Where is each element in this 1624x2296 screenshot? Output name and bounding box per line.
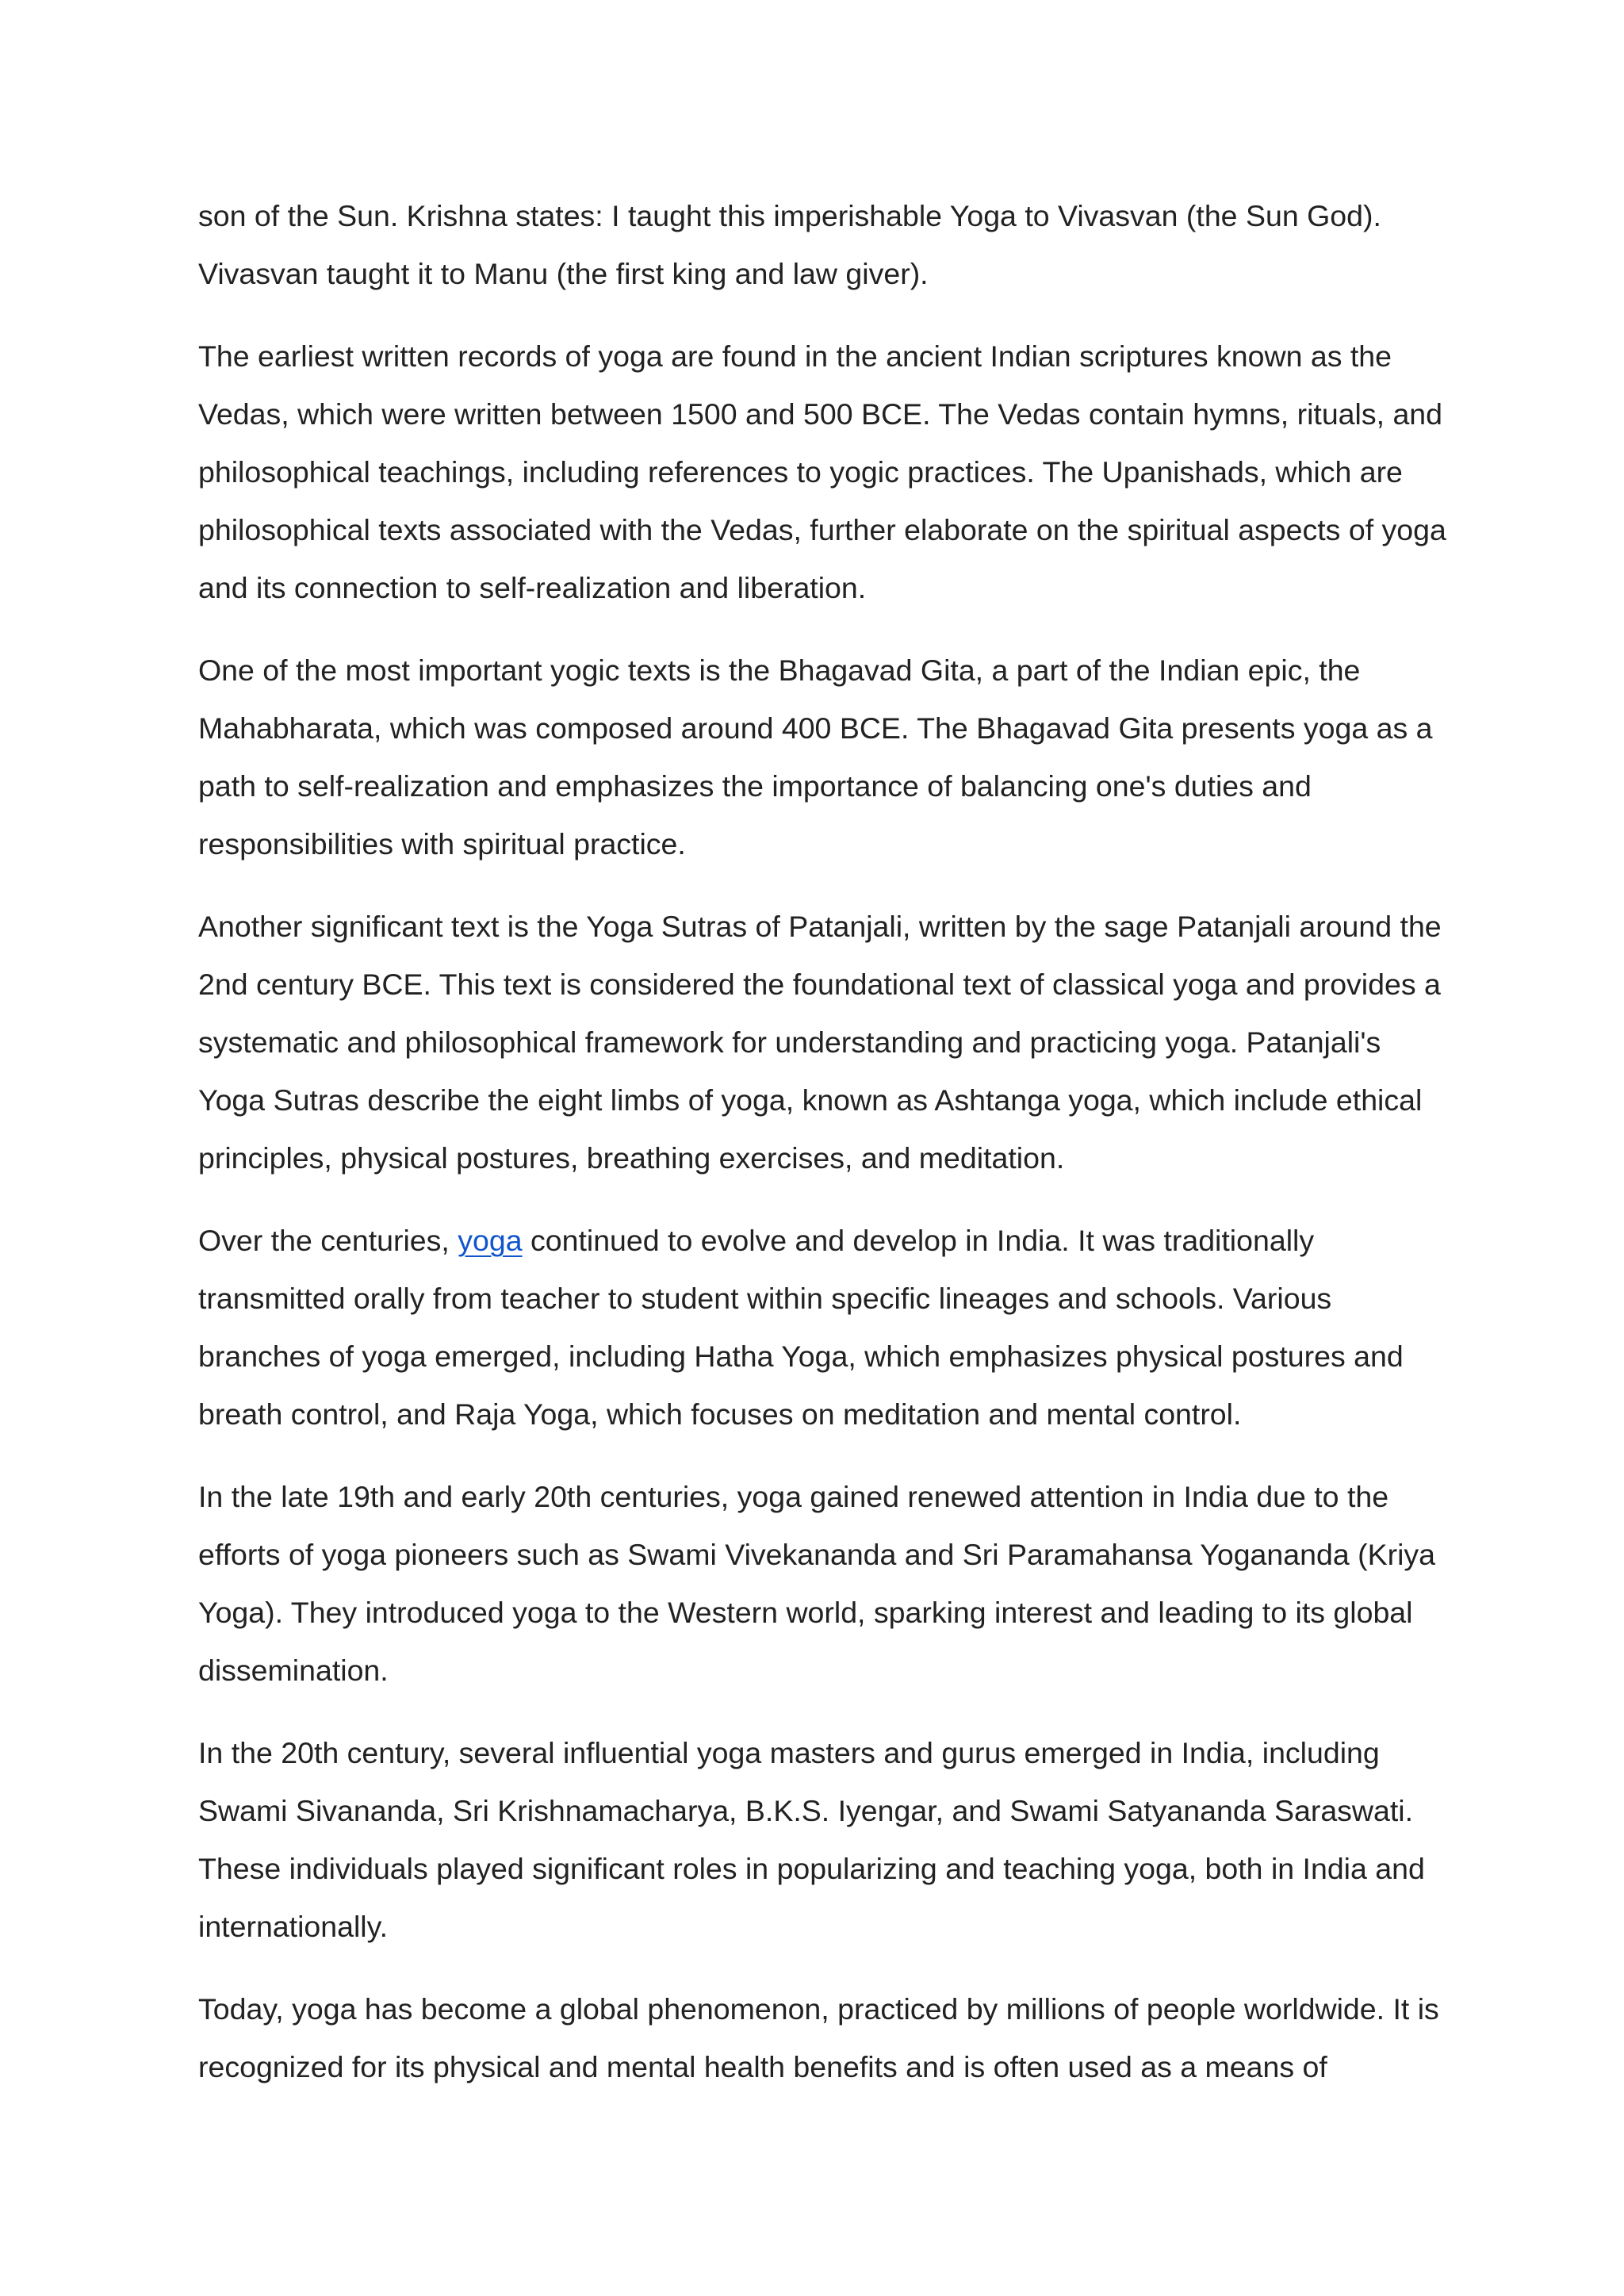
paragraph-vedas: The earliest written records of yoga are found in the ancient Indian scriptures known as the Vedas, which were written between 1500 and 500 BCE. The Vedas contain hymns, rituals, and philosophical teachings, including references to yogic practices. The Upanishads, which are philosophical texts associated with the Vedas, further elaborate on the spiritual aspects of yoga and its connection to self-realization and liberation. xyxy=(198,339,1446,604)
paragraph-today: Today, yoga has become a global phenomenon, practiced by millions of people worldwide. It is recognized for its physical and mental health benefits and is often used as a means of xyxy=(198,1992,1439,2083)
paragraph-yoga-sutras: Another significant text is the Yoga Sutras of Patanjali, written by the sage Patanjali around the 2nd century BCE. This text is considered the foundational text of classical yoga and provides a systematic and philosophical framework for understanding and practicing yoga. Patanjali's Yoga Sutras describe the eight limbs of yoga, known as Ashtanga yoga, which include ethical principles, physical postures, breathing exercises, and meditation. xyxy=(198,910,1442,1175)
paragraph-evolution xyxy=(198,1212,1447,1443)
paragraph-evolution-before: Over the centuries, xyxy=(198,1224,458,1257)
paragraph-evolution-after: continued to evolve and develop in India. It was traditionally transmitted orally from teacher to student within specific lineages and schools. Various branches of yoga emerged, including Hatha Yoga, which emphasizes physical postures and breath control, and Raja Yoga, which focuses on meditation and mental control. xyxy=(198,1224,1404,1431)
yoga-link[interactable]: yoga xyxy=(458,1224,523,1257)
paragraph-20th-century-masters: In the 20th century, several influential yoga masters and gurus emerged in India, including Swami Sivananda, Sri Krishnamacharya, B.K.S. Iyengar, and Swami Satyananda Saraswati. These individuals played significant roles in popularizing and teaching yoga, both in India and internationally. xyxy=(198,1736,1425,1943)
document-body xyxy=(198,187,1447,2121)
paragraph-bhagavad-gita: One of the most important yogic texts is the Bhagavad Gita, a part of the Indian epic, the Mahabharata, which was composed around 400 BCE. The Bhagavad Gita presents yoga as a path to self-realization and emphasizes the importance of balancing one's duties and responsibilities with spiritual practice. xyxy=(198,654,1433,861)
paragraph-renewed-attention: In the late 19th and early 20th centuries, yoga gained renewed attention in India due to the efforts of yoga pioneers such as Swami Vivekananda and Sri Paramahansa Yogananda (Kriya Yoga). They introduced yoga to the Western world, sparking interest and leading to its global dissemination. xyxy=(198,1480,1436,1687)
paragraph-sun-lineage: son of the Sun. Krishna states: I taught this imperishable Yoga to Vivasvan (the Sun God). Vivasvan taught it to Manu (the first king and law giver). xyxy=(198,199,1381,290)
